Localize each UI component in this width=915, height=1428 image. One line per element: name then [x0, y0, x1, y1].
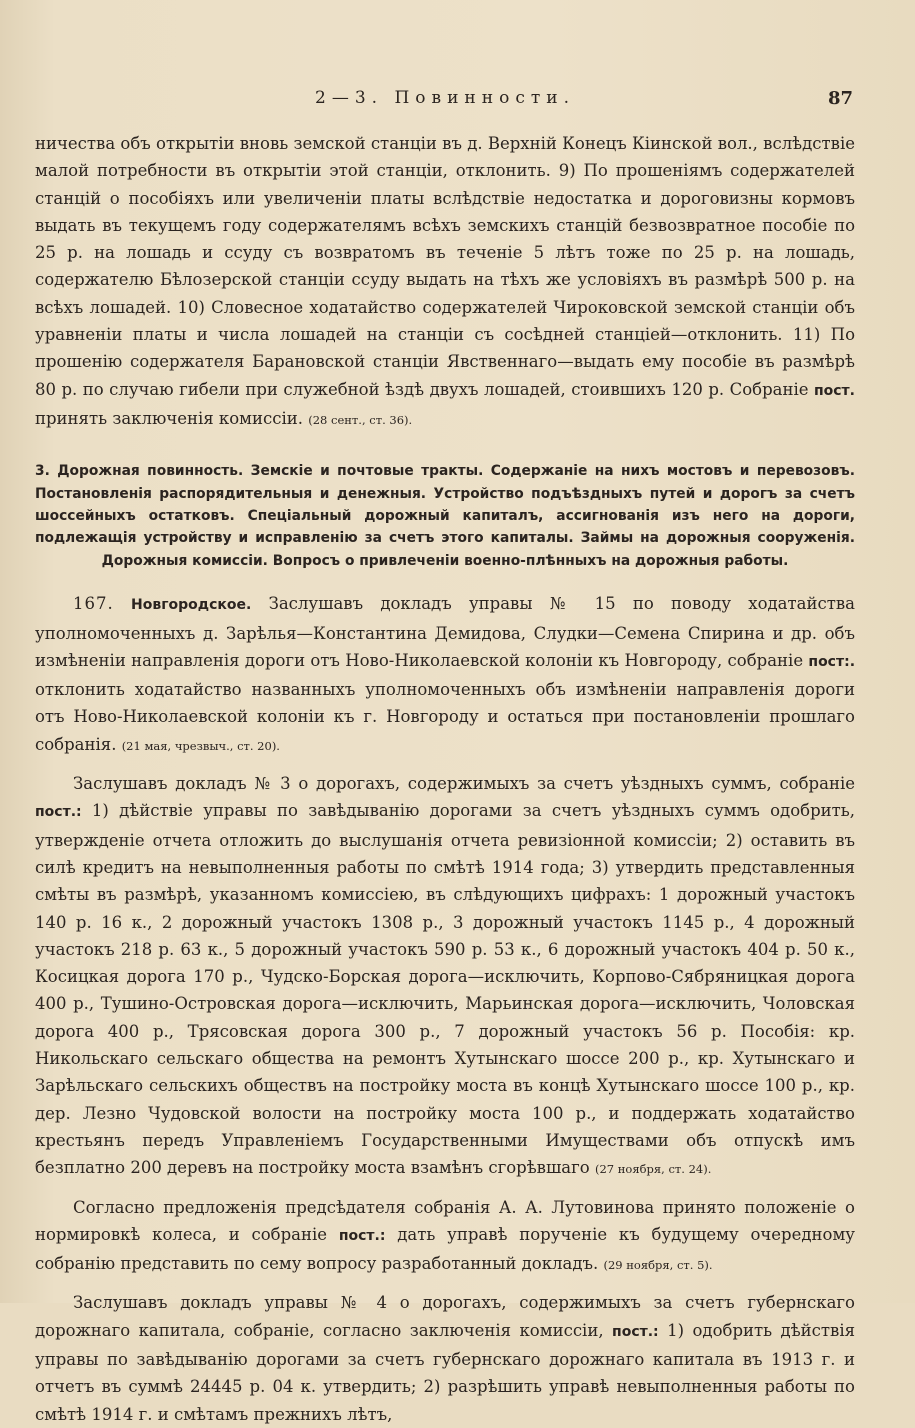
paragraph-text-after: дать управѣ порученіе къ будущему очередному собранію представить по сему вопросу разработанный докладъ. [35, 1224, 856, 1274]
page-number: 87 [827, 88, 853, 109]
running-title: 2—3. Повинности. [315, 88, 575, 108]
entry-text-after: отклонить ходатайство названныхъ уполномоченныхъ объ измѣненіи направленія дороги отъ Ново-Николаевской колоніи къ г. Новгороду и остаться при постановленіи прошлаго собранія. [35, 680, 855, 754]
paragraph-text: Заслушавъ докладъ № 3 о дорогахъ, содержимыхъ за счетъ уѣздныхъ суммъ, собраніе [73, 774, 855, 794]
section-heading: 3. Дорожная повинность. Земскіе и почтовые тракты. Содержаніе на нихъ мостовъ и перевозовъ. Постановленія распорядительныя и денежныя. Устройство подъѣздныхъ путей и дорогъ за счетъ шоссейныхъ остатковъ. Спеціальный дорожный капиталъ, ассигнованія изъ него на дороги, подлежащія устройству и исправленію за счетъ этого капиталы. Займы на дорожныя сооруженія. Дорожныя комиссіи. Вопросъ о привлеченіи военно-плѣнныхъ на дорожныя работы. [35, 463, 855, 569]
paragraph-wheel-norms [35, 1194, 855, 1280]
citation-ref: (21 мая, чрезвыч., ст. 20). [121, 738, 280, 753]
resolution-marker: пост. [813, 382, 855, 399]
resolution-marker: пост.: [35, 804, 82, 821]
entry-number: 167. [73, 594, 114, 614]
paragraph-provincial-roads [35, 1289, 855, 1427]
paragraph-continued [35, 130, 855, 434]
resolution-marker: пост:. [808, 653, 856, 670]
paragraph-text-after: принять заключенія комиссіи. [35, 408, 303, 428]
citation-ref: (29 ноября, ст. 5). [603, 1258, 713, 1273]
resolution-marker: пост.: [612, 1323, 659, 1340]
entry-167 [35, 590, 855, 760]
paragraph-text: Согласно предложенія предсѣдателя собранія А. А. Лутовинова принято положеніе о нормировкѣ колеса, и собраніе [35, 1197, 855, 1244]
entry-name: Новгородское. [131, 597, 252, 614]
paragraph-text-after: 1) дѣйствіе управы по завѣдыванію дорогами за счетъ уѣздныхъ суммъ одобрить, утвержденіе отчета отложить до выслушанія отчета ревизіонной комиссіи; 2) оставить въ силѣ кредитъ на невыполненныя работы по смѣтѣ 1914 года; 3) утвердить представленныя смѣты въ размѣрѣ, указанномъ комиссіею, въ слѣдующихъ цифрахъ: 1 дорожный участокъ 140 р. 16 к., 2 дорожный участокъ 1308 р., 3 дорожный участокъ 1145 р., 4 дорожный участокъ 218 р. 63 к., 5 дорожный участокъ 590 р. 53 к., 6 дорожный участокъ 404 р. 50 к., Косицкая дорога 170 р., Чудско-Борская дорога—исключить, Корпово-Сябряницкая дорога 400 р., Тушино-Островская дорога—исключить, Марьинская дорога—исключить, Чоловская дорога 400 р., Трясовская дорога 300 р., 7 дорожный участокъ 56 р. Пособія: кр. Никольскаго сельскаго общества на ремонтъ Хутынскаго шоссе 200 р., кр. Хутынскаго и Зарѣльскаго сельскихъ обществъ на постройку моста въ концѣ Хутынскаго шоссе 100 р., кр. дер. Лезно Чудовской волости на постройку моста 100 р., и поддержать ходатайство крестьянъ передъ Управленіемъ Государственными Имуществами объ отпускѣ имъ безплатно 200 деревъ на постройку моста взамѣнъ сгорѣвшаго [35, 801, 855, 1178]
running-head [35, 88, 855, 116]
citation-ref: (28 сент., ст. 36). [308, 412, 413, 427]
resolution-marker: пост.: [338, 1227, 386, 1244]
citation-ref: (27 ноября, ст. 24). [594, 1162, 712, 1177]
paragraph-text: ничества объ открытіи вновь земской станціи въ д. Верхній Конецъ Кіинской вол., вслѣдствіе малой потребности въ открытіи этой станціи, отклонить. 9) По прошеніямъ содержателей станцій о пособіяхъ или увеличеніи платы вслѣдствіе недостатка и дороговизны кормовъ выдать въ текущемъ году содержателямъ всѣхъ земскихъ станцій безвозвратное пособіе по 25 р. на лошадь и ссуду съ возвратомъ въ теченіе 5 лѣтъ тоже по 25 р. на лошадь, содержателю Бѣлозерской станціи ссуду выдать на тѣхъ же условіяхъ въ размѣрѣ 500 р. на всѣхъ лошадей. 10) Словесное ходатайство содержателей Чироковской земской станціи объ уравненіи платы и числа лошадей на станціи съ сосѣдней станціей—отклонить. 11) По прошенію содержателя Барановской станціи Явственнаго—выдать ему пособіе въ размѣрѣ 80 р. по случаю гибели при служебной ѣздѣ двухъ лошадей, стоившихъ 120 р. Собраніе [35, 134, 855, 399]
paragraph-text-after: 1) одобрить дѣйствія управы по завѣдыванію дорогами за счетъ губернскаго дорожнаго капитала въ 1913 г. и отчетъ въ суммѣ 24445 р. 04 к. утвердить; 2) разрѣшить управѣ невыполненныя работы по смѣтѣ 1914 г. и смѣтамъ прежнихъ лѣтъ, [35, 1320, 856, 1424]
paragraph-text: Заслушавъ докладъ управы № 4 о дорогахъ, содержимыхъ за счетъ губернскаго дорожнаго капитала, собраніе, согласно заключенія комиссіи, [35, 1293, 855, 1340]
entry-text: Заслушавъ докладъ управы № 15 по поводу ходатайства уполномоченныхъ д. Зарѣлья—Константина Демидова, Слудки—Семена Спирина и др. объ измѣненіи направленія дороги отъ Ново-Николаевской колоніи къ Новгороду, собраніе [35, 594, 855, 670]
paragraph-roads-report [35, 770, 855, 1183]
